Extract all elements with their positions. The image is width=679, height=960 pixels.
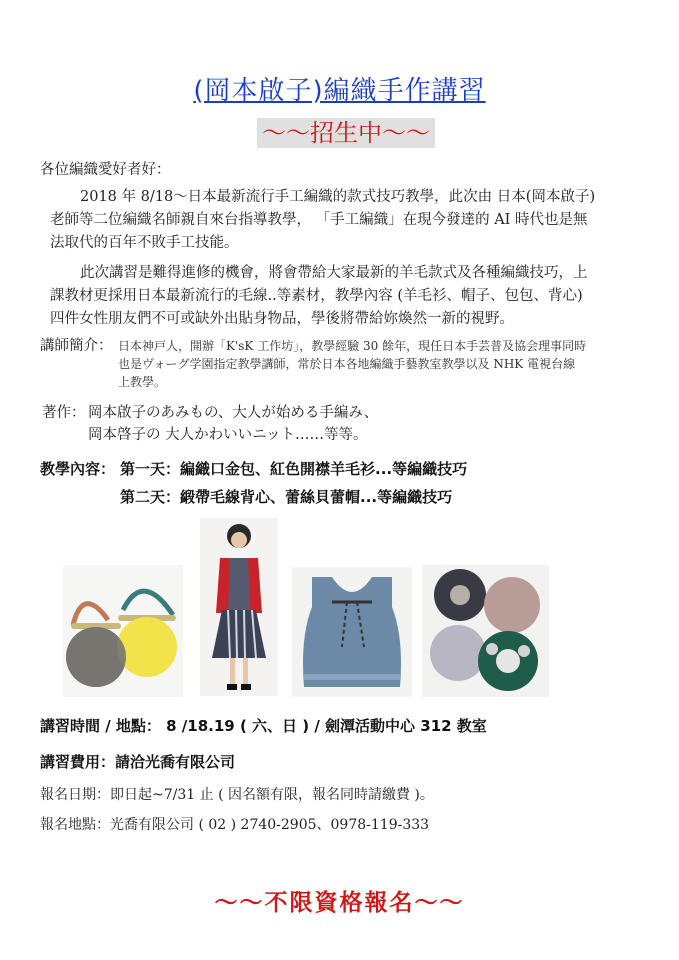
works-label: 著作： [42,405,86,421]
recruiting-banner: ～～招生中～～ [257,118,435,148]
photo-ribbon-vest [292,567,412,697]
teacher-line-3: 上教學。 [118,375,167,389]
intro-line-3: 法取代的百年不敗手工技能。 [50,235,239,251]
intro-line-2: 老師等二位編織名師親自來台指導教學， 「手工編織」在現今發達的 AI 時代也是無 [50,212,588,228]
content-label: 教學內容： [40,460,116,478]
intro-line-1: 2018 年 8/18～日本最新流行手工編織的款式技巧教學，此次由 日本(岡本啟子) [80,189,596,205]
time-place: 講習時間 / 地點： 8 /18.19 ( 六、日 ) / 劍潭活動中心 312 教室 [40,717,487,735]
intro2-line-1: 此次講習是難得進修的機會，將會帶給大家最新的羊毛款式及各種編織技巧，上 [80,265,588,281]
photo-berets [422,565,549,697]
teacher-line-1: 日本神戸人，開辦「K'sK 工作坊」，教學經驗 30 餘年，現任日本手芸普及協会理事同時 [118,339,587,353]
content-day-1: 第一天：編織口金包、紅色開襟羊毛衫...等編織技巧 [120,460,468,478]
footer-banner: ～～不限資格報名～～ [214,890,465,916]
registration-place: 報名地點：光喬有限公司 ( 02 ) 2740-2905、0978-119-333 [40,817,430,833]
works-line-1: 岡本啟子のあみもの、大人が始める手編み、 [88,405,379,421]
greeting: 各位編織愛好者好： [40,162,171,178]
teacher-label: 講師簡介： [40,338,113,354]
photo-frame-bags [63,565,183,697]
works-line-2: 岡本啓子の 大人かわいいニット……等等。 [88,427,368,443]
content-day-2: 第二天：緞帶毛線背心、蕾絲貝蕾帽...等編織技巧 [120,488,453,506]
photo-red-cardigan [200,518,278,696]
teacher-line-2: 也是ヴォーグ学園指定教學講師，常於日本各地編織手藝教室教學以及 NHK 電視台線 [118,357,576,371]
intro2-line-2: 課教材更採用日本最新流行的毛線..等素材，教學內容 (羊毛衫、帽子、包包、背心) [50,288,583,304]
fee: 講習費用：請洽光喬有限公司 [40,753,236,771]
registration-date: 報名日期：即日起~7/31 止 ( 因名額有限，報名同時請繳費 )。 [40,787,434,803]
intro2-line-3: 四件女性朋友們不可或缺外出貼身物品，學後將帶給妳煥然一新的視野。 [50,311,514,327]
page-title: (岡本啟子)編織手作講習 [193,76,486,106]
